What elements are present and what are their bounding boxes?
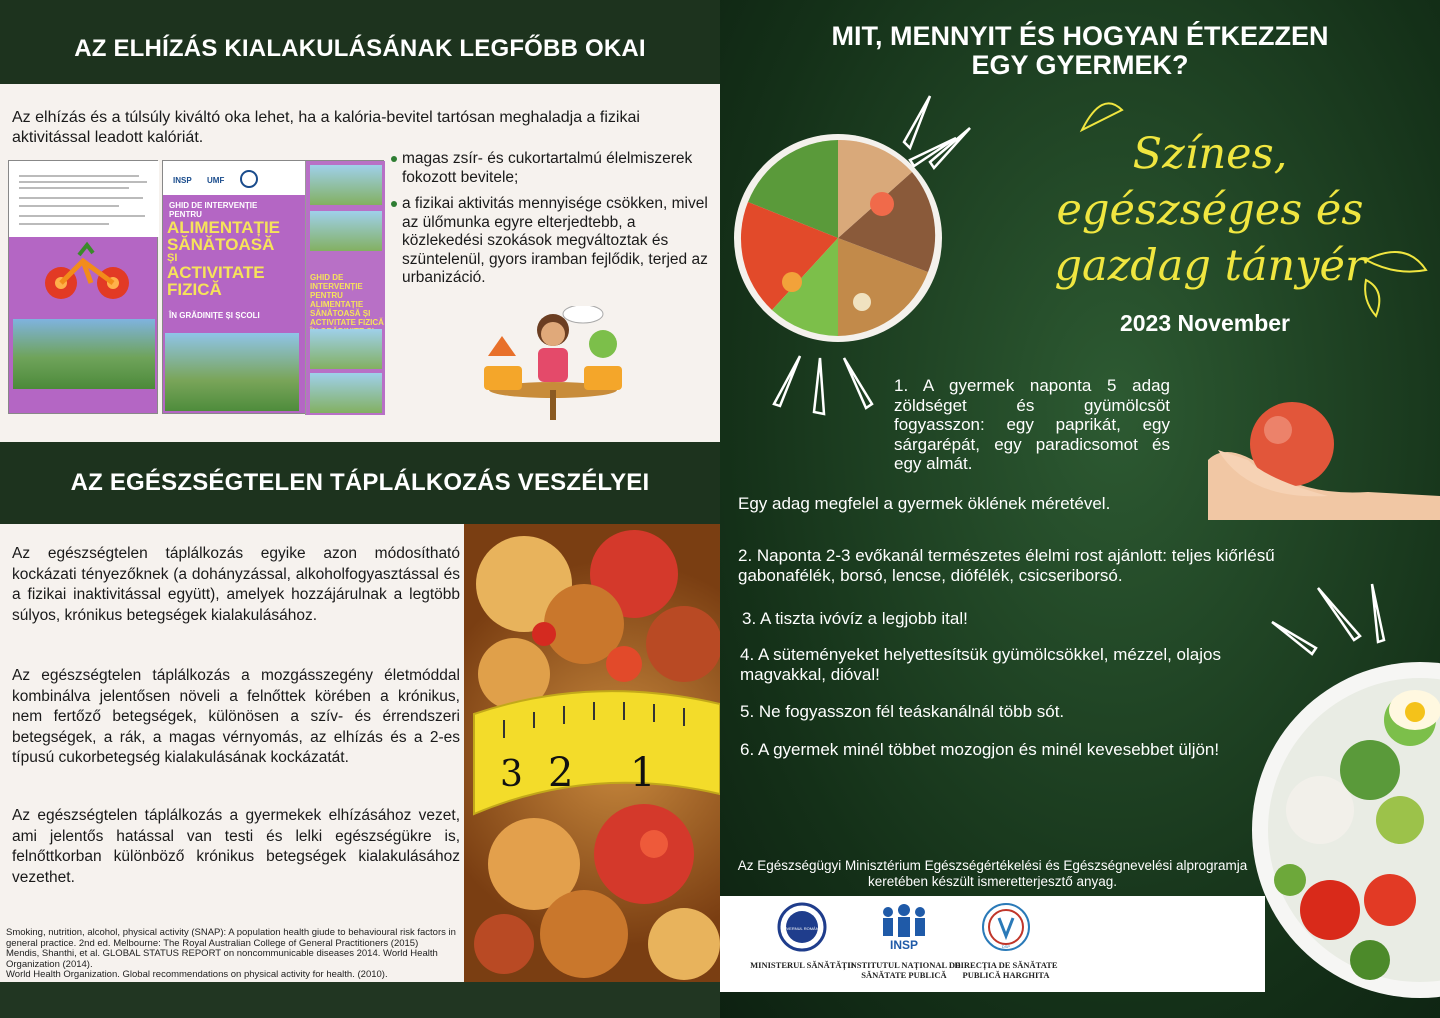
guide-cover-subtitle: GHID DE INTERVENȚIE PENTRU [169, 201, 258, 219]
paragraph: Az egészségtelen táplálkozás egyike azon módosítható kockázati tényezőknek (a dohányzással, alkoholfogyasztással és a fizikai inaktivitással együtt), amelyek hozzájárulnak a legtöbb súlyos, krónikus betegségek kialakulásához. [12, 545, 460, 624]
dsp-harghita-logo: DSP DIRECȚIA DE SĂNĂTATE PUBLICĂ HARGHITA [946, 902, 1066, 980]
insp-people-icon [874, 902, 934, 952]
section1-body [0, 84, 720, 442]
section1-title: AZ ELHÍZÁS KIALAKULÁSÁNAK LEGFŐBB OKAI [0, 0, 720, 84]
mini-cover-text: GHID DE INTERVENȚIE PENTRU ALIMENTAȚIE SĂNĂTOASĂ ȘI ACTIVITATE FIZICĂ [310, 273, 384, 327]
right-panel [720, 0, 1440, 1018]
recommendation-item: 2. Naponta 2-3 evőkanál természetes élelmi rost ajánlott: teljes kiőrlésű gabonafélék, borsó, lencse, diófélék, csicseriborsó. [738, 546, 1275, 585]
mini-cover-photo [310, 373, 382, 413]
girl-with-scale-illustration [478, 306, 628, 432]
salad-bowl-image [1250, 660, 1440, 1000]
junk-food-measuring-tape-image [464, 524, 720, 982]
reference-item: World Health Organization. Global recommendations on physical activity for health. (2010). [6, 969, 388, 980]
mini-cover-photo [310, 329, 382, 369]
mini-cover-photo [310, 211, 382, 251]
decorative-rays-icon [900, 92, 980, 192]
insp-logo: INSP INSTITUTUL NAȚIONAL DE SĂNĂTATE PUBLICĂ [844, 902, 964, 980]
children-running-photo [13, 319, 155, 389]
tape-number: 3 [500, 754, 523, 795]
ministry-logo: GUVERNUL ROMÂNIEI MINISTERUL SĂNĂTĂȚII [742, 902, 862, 971]
paragraph: Az egészségtelen táplálkozás a mozgásszegény életmóddal kombinálva jelentősen növeli a felnőttek körében a krónikus, nem fertőző betegségek, különösen a szív- és érrendszeri betegségek, a rák, a magas vérnyomás, az elhízás és a 2-es típusú cukorbetegség kialakulásának kockázatát. [12, 667, 460, 766]
dsp-seal-icon [981, 902, 1031, 952]
recommendation-item: 5. Ne fogyasszon fél teáskanálnál több sót. [740, 702, 1065, 721]
bottom-strip [0, 982, 720, 1018]
hand-holding-apple-image [1208, 400, 1440, 520]
recommendation-item: 4. A süteményeket helyettesítsük gyümölcsökkel, mézzel, olajos magvakkal, dióval! [740, 645, 1221, 684]
tape-number: 2 [548, 750, 574, 796]
guide-mini-cover [305, 161, 385, 415]
vegetable-bicycle-icon [39, 241, 135, 305]
children-playing-photo [165, 333, 299, 411]
partner-logos [720, 896, 1265, 992]
section1-intro: Az elhízás és a túlsúly kiváltó oka lehet, ha a kalória-bevitel tartósan meghaladja a fizikai aktivitással leadott kalóriát. [12, 109, 640, 146]
guide-document-page [8, 160, 158, 414]
svg-text:GUVERNUL ROMÂNIEI: GUVERNUL ROMÂNIEI [780, 926, 824, 931]
recommendation-item: 1. A gyermek naponta 5 adag zöldséget és gyümölcsöt fogyasszon: egy paprikát, egy sárgarépát, egy paradicsomot és egy almát. [894, 376, 1170, 473]
guide-cover-footer: ÎN GRĂDINIȚE ȘI ȘCOLI [169, 311, 260, 320]
guide-document-text [9, 161, 159, 237]
decorative-rays-icon [1268, 580, 1398, 660]
list-item: a fizikai aktivitás mennyisége csökken, mivel az ülőmunka egyre elterjedtebb, a közlekedési szokások megváltoztak és szüntelenül, gyors iramban fejlődik, terjed az urbanizáció. [390, 195, 712, 288]
umf-small-logo: UMF [207, 176, 225, 185]
ministry-seal-icon [777, 902, 827, 952]
recommendation-item: 3. A tiszta ivóvíz a legjobb ital! [742, 609, 968, 628]
date-label: 2023 November [1119, 310, 1291, 336]
decorative-rays-icon [766, 350, 886, 420]
section2-title: AZ EGÉSZSÉGTELEN TÁPLÁLKOZÁS VESZÉLYEI [0, 442, 720, 524]
recommendation-item: Egy adag megfelel a gyermek öklének méretével. [738, 494, 1111, 513]
mini-cover-photo [310, 165, 382, 205]
list-item: magas zsír- és cukortartalmú élelmiszerek fokozott bevitele; [390, 150, 712, 187]
reference-item: Mendis, Shanthi, et al. GLOBAL STATUS REPORT on noncommunicable diseases 2014. World Health Organization (2014). [6, 948, 438, 970]
references [6, 928, 466, 981]
tape-number: 1 [630, 750, 656, 796]
causes-list [390, 150, 712, 296]
guide-cover [162, 160, 384, 414]
script-headline: Színes, egészséges és gazdag tányér [1054, 129, 1366, 291]
recommendation-item: 6. A gyermek minél többet mozogjon és minél kevesebbet üljön! [740, 740, 1220, 759]
svg-text:INSP: INSP [889, 938, 919, 952]
svg-text:DSP: DSP [1001, 944, 1011, 949]
reference-item: Smoking, nutrition, alcohol, physical activity (SNAP): A population health giude to behavioural risk factors in general practice. 2nd ed. Melbourne: The Royal Australian College of General Practitioners (2015) [6, 927, 456, 949]
guide-cover-title: ALIMENTAȚIE SĂNĂTOASĂ ȘI ACTIVITATE FIZICĂ [167, 218, 281, 299]
paragraph: Az egészségtelen táplálkozás a gyermekek elhízásához vezet, ami jelentős hatással van testi és lelki egészségükre is, felnőttkorban különböző krónikus betegségek kialakulásához vezethet. [12, 807, 460, 886]
right-title: MIT, MENNYIT ÉS HOGYAN ÉTKEZZEN EGY GYERMEK? [831, 21, 1329, 80]
insp-small-logo: INSP [173, 176, 192, 185]
footer-note: Az Egészségügyi Minisztérium Egészségértékelési és Egészségnevelési alprogramja keretében készült ismeretterjesztő anyag. [737, 858, 1248, 889]
